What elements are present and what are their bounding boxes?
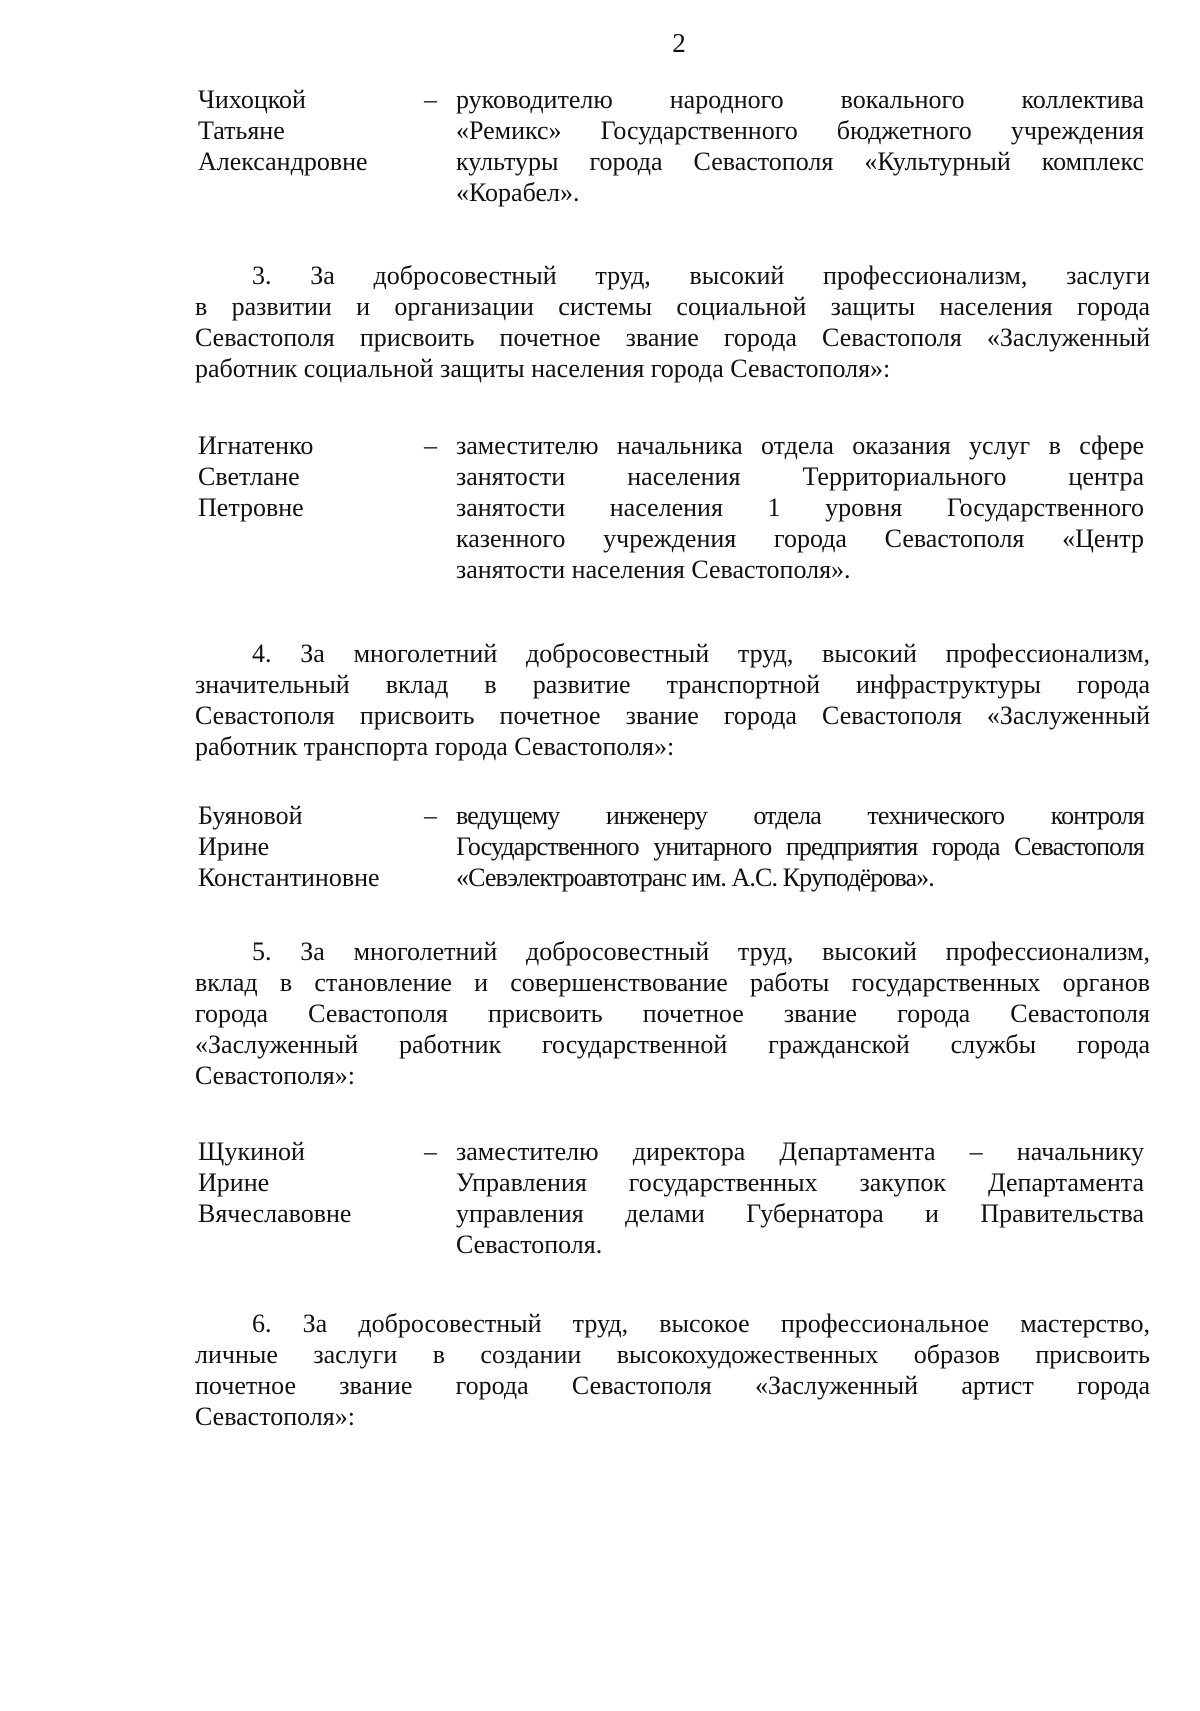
paragraph-line: 6. За добросовестный труд, высокое профессиональное мастерство, xyxy=(252,1309,1150,1338)
paragraph-line: почетное звание города Севастополя «Заслуженный артист города xyxy=(195,1371,1150,1400)
paragraph-line: Севастополя»: xyxy=(195,1402,355,1431)
position-line: «Севэлектроавтотранс им. А.С. Круподёрова». xyxy=(456,863,934,892)
recipient-patronymic: Константиновне xyxy=(198,863,380,892)
position-line: культуры города Севастополя «Культурный комплекс xyxy=(456,147,1144,176)
position-line: занятости населения Севастополя». xyxy=(456,555,851,584)
recipient-first-name: Светлане xyxy=(198,462,300,491)
recipient-surname: Игнатенко xyxy=(198,431,314,460)
entry-dash: – xyxy=(424,801,437,830)
paragraph-line: «Заслуженный работник государственной гражданской службы города xyxy=(195,1030,1150,1059)
award-paragraph xyxy=(195,1308,1150,1432)
recipient-name xyxy=(198,84,418,177)
paragraph-line: работник социальной защиты населения города Севастополя»: xyxy=(195,354,891,383)
recipient-position xyxy=(456,800,1144,893)
recipient-name xyxy=(198,430,418,523)
position-line: Управления государственных закупок Департамента xyxy=(456,1168,1144,1197)
recipient-surname: Щукиной xyxy=(198,1137,305,1166)
position-line: Севастополя. xyxy=(456,1230,603,1259)
position-line: руководителю народного вокального коллектива xyxy=(456,85,1144,114)
paragraph-line: города Севастополя присвоить почетное звание города Севастополя xyxy=(195,999,1150,1028)
position-line: Государственного унитарного предприятия города Севастополя xyxy=(456,832,1144,861)
paragraph-line: значительный вклад в развитие транспортной инфраструктуры города xyxy=(195,670,1150,699)
recipient-patronymic: Александровне xyxy=(198,147,368,176)
position-line: «Ремикс» Государственного бюджетного учреждения xyxy=(456,116,1144,145)
paragraph-line: 4. За многолетний добросовестный труд, высокий профессионализм, xyxy=(252,639,1150,668)
position-line: заместителю директора Департамента – начальнику xyxy=(456,1137,1144,1166)
paragraph-line: 5. За многолетний добросовестный труд, высокий профессионализм, xyxy=(252,937,1150,966)
award-paragraph xyxy=(195,260,1150,384)
position-line: заместителю начальника отдела оказания услуг в сфере xyxy=(456,431,1144,460)
recipient-name xyxy=(198,1136,418,1229)
paragraph-line: личные заслуги в создании высокохудожественных образов присвоить xyxy=(195,1340,1150,1369)
recipient-position xyxy=(456,1136,1144,1260)
paragraph-line: работник транспорта города Севастополя»: xyxy=(195,732,675,761)
recipient-patronymic: Вячеславовне xyxy=(198,1199,352,1228)
award-paragraph xyxy=(195,638,1150,762)
recipient-surname: Буяновой xyxy=(198,801,303,830)
award-paragraph xyxy=(195,936,1150,1091)
page-number: 2 xyxy=(672,28,686,58)
position-line: занятости населения Территориального центра xyxy=(456,462,1144,491)
entry-dash: – xyxy=(424,431,437,460)
recipient-position xyxy=(456,84,1144,208)
position-line: ведущему инженеру отдела технического контроля xyxy=(456,801,1144,830)
paragraph-line: вклад в становление и совершенствование работы государственных органов xyxy=(195,968,1150,997)
paragraph-line: Севастополя»: xyxy=(195,1061,355,1090)
position-line: занятости населения 1 уровня Государственного xyxy=(456,493,1144,522)
paragraph-line: в развитии и организации системы социальной защиты населения города xyxy=(195,292,1150,321)
recipient-surname: Чихоцкой xyxy=(198,85,306,114)
recipient-patronymic: Петровне xyxy=(198,493,304,522)
paragraph-line: Севастополя присвоить почетное звание города Севастополя «Заслуженный xyxy=(195,323,1150,352)
recipient-position xyxy=(456,430,1144,585)
entry-dash: – xyxy=(424,1137,437,1166)
recipient-name xyxy=(198,800,418,893)
position-line: казенного учреждения города Севастополя «Центр xyxy=(456,524,1144,553)
entry-dash: – xyxy=(424,85,437,114)
paragraph-line: Севастополя присвоить почетное звание города Севастополя «Заслуженный xyxy=(195,701,1150,730)
recipient-first-name: Татьяне xyxy=(198,116,285,145)
recipient-first-name: Ирине xyxy=(198,1168,270,1197)
position-line: «Корабел». xyxy=(456,178,580,207)
paragraph-line: 3. За добросовестный труд, высокий профессионализм, заслуги xyxy=(252,261,1150,290)
position-line: управления делами Губернатора и Правительства xyxy=(456,1199,1144,1228)
recipient-first-name: Ирине xyxy=(198,832,270,861)
